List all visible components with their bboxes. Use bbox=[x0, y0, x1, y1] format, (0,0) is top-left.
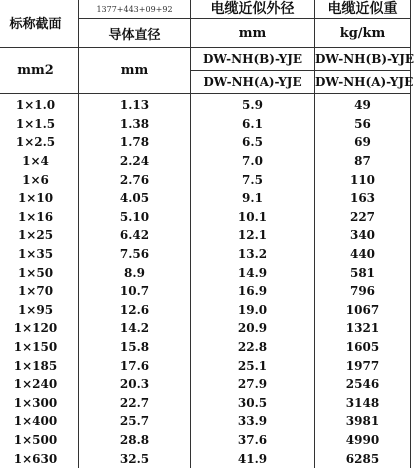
cell-outer-diameter: 41.9 bbox=[191, 449, 315, 468]
cell-outer-diameter: 9.1 bbox=[191, 189, 315, 208]
cell-size: 1×300 bbox=[0, 394, 79, 413]
cell-diameter: 22.7 bbox=[79, 394, 191, 413]
cell-size: 1×25 bbox=[0, 226, 79, 245]
cell-diameter: 15.8 bbox=[79, 338, 191, 357]
cell-size: 1×1.5 bbox=[0, 115, 79, 134]
cell-outer-diameter: 37.6 bbox=[191, 431, 315, 450]
cell-diameter: 8.9 bbox=[79, 263, 191, 282]
cell-weight: 581 bbox=[315, 263, 411, 282]
col4-models bbox=[315, 48, 414, 94]
col3-models bbox=[191, 48, 315, 94]
table-row bbox=[0, 375, 411, 394]
cell-outer-diameter: 6.5 bbox=[191, 133, 315, 152]
cell-diameter: 4.05 bbox=[79, 189, 191, 208]
cell-size: 1×1.0 bbox=[0, 94, 79, 115]
cell-diameter: 5.10 bbox=[79, 208, 191, 227]
cell-size: 1×10 bbox=[0, 189, 79, 208]
cell-size: 1×2.5 bbox=[0, 133, 79, 152]
cell-outer-diameter: 16.9 bbox=[191, 282, 315, 301]
cell-weight: 1321 bbox=[315, 319, 411, 338]
cell-outer-diameter: 30.5 bbox=[191, 394, 315, 413]
cell-outer-diameter: 33.9 bbox=[191, 412, 315, 431]
cell-diameter: 6.42 bbox=[79, 226, 191, 245]
table-row bbox=[0, 263, 411, 282]
cell-diameter: 25.7 bbox=[79, 412, 191, 431]
col1-unit: mm2 bbox=[0, 48, 79, 94]
cell-weight: 110 bbox=[315, 170, 411, 189]
cell-weight: 49 bbox=[315, 94, 411, 115]
cell-size: 1×70 bbox=[0, 282, 79, 301]
table-row bbox=[0, 319, 411, 338]
table-row bbox=[0, 189, 411, 208]
col2-unit: mm bbox=[79, 48, 191, 94]
table-body bbox=[0, 94, 411, 468]
cell-diameter: 17.6 bbox=[79, 356, 191, 375]
cell-size: 1×630 bbox=[0, 449, 79, 468]
cell-diameter: 1.13 bbox=[79, 94, 191, 115]
table-row bbox=[0, 356, 411, 375]
cell-weight: 4990 bbox=[315, 431, 411, 450]
cell-diameter: 14.2 bbox=[79, 319, 191, 338]
cell-weight: 440 bbox=[315, 245, 411, 264]
cell-size: 1×500 bbox=[0, 431, 79, 450]
col2-note-cell bbox=[79, 0, 191, 19]
cell-diameter: 12.6 bbox=[79, 301, 191, 320]
cell-outer-diameter: 5.9 bbox=[191, 94, 315, 115]
cell-outer-diameter: 25.1 bbox=[191, 356, 315, 375]
table-row bbox=[0, 412, 411, 431]
cell-size: 1×35 bbox=[0, 245, 79, 264]
table-row bbox=[0, 152, 411, 171]
col4-title: 电缆近似重 bbox=[315, 0, 411, 19]
cell-outer-diameter: 13.2 bbox=[191, 245, 315, 264]
cell-weight: 163 bbox=[315, 189, 411, 208]
cell-outer-diameter: 20.9 bbox=[191, 319, 315, 338]
cell-weight: 1067 bbox=[315, 301, 411, 320]
cell-diameter: 1.38 bbox=[79, 115, 191, 134]
cell-diameter: 1.78 bbox=[79, 133, 191, 152]
cell-weight: 1605 bbox=[315, 338, 411, 357]
cell-diameter: 28.8 bbox=[79, 431, 191, 450]
cell-outer-diameter: 19.0 bbox=[191, 301, 315, 320]
table-row bbox=[0, 301, 411, 320]
cell-size: 1×120 bbox=[0, 319, 79, 338]
table-row bbox=[0, 282, 411, 301]
table-row bbox=[0, 226, 411, 245]
cell-size: 1×400 bbox=[0, 412, 79, 431]
table-row bbox=[0, 394, 411, 413]
cell-weight: 227 bbox=[315, 208, 411, 227]
cell-size: 1×16 bbox=[0, 208, 79, 227]
col1-header bbox=[0, 0, 79, 48]
cell-diameter: 2.76 bbox=[79, 170, 191, 189]
col4-model-a: DW-NH(A)-YJE bbox=[315, 75, 414, 89]
cell-outer-diameter: 22.8 bbox=[191, 338, 315, 357]
cell-weight: 1977 bbox=[315, 356, 411, 375]
cell-weight: 87 bbox=[315, 152, 411, 171]
col1-title: 标称截面 bbox=[9, 17, 62, 32]
cell-diameter: 10.7 bbox=[79, 282, 191, 301]
cell-weight: 796 bbox=[315, 282, 411, 301]
cell-diameter: 32.5 bbox=[79, 449, 191, 468]
cell-weight: 3148 bbox=[315, 394, 411, 413]
cell-weight: 69 bbox=[315, 133, 411, 152]
col2-title: 导体直径 bbox=[79, 19, 191, 48]
table-row bbox=[0, 208, 411, 227]
col3-model-b: DW-NH(B)-YJE bbox=[191, 48, 314, 71]
cell-weight: 340 bbox=[315, 226, 411, 245]
cell-size: 1×185 bbox=[0, 356, 79, 375]
cell-size: 1×95 bbox=[0, 301, 79, 320]
cell-weight: 3981 bbox=[315, 412, 411, 431]
table-row bbox=[0, 133, 411, 152]
col3-unit: mm bbox=[191, 19, 315, 48]
col3-title: 电缆近似外径 bbox=[191, 0, 315, 19]
cell-weight: 2546 bbox=[315, 375, 411, 394]
col4-model-b: DW-NH(B)-YJE bbox=[315, 48, 410, 71]
table-row bbox=[0, 431, 411, 450]
cell-outer-diameter: 12.1 bbox=[191, 226, 315, 245]
col4-unit: kg/km bbox=[315, 19, 411, 48]
cell-diameter: 2.24 bbox=[79, 152, 191, 171]
col2-note: 1377+443+09+92 bbox=[96, 5, 173, 14]
table-row bbox=[0, 115, 411, 134]
cell-size: 1×240 bbox=[0, 375, 79, 394]
cell-outer-diameter: 7.5 bbox=[191, 170, 315, 189]
cell-outer-diameter: 7.0 bbox=[191, 152, 315, 171]
table-row bbox=[0, 245, 411, 264]
table-row bbox=[0, 449, 411, 468]
cell-weight: 56 bbox=[315, 115, 411, 134]
cell-weight: 6285 bbox=[315, 449, 411, 468]
cell-outer-diameter: 27.9 bbox=[191, 375, 315, 394]
table-row bbox=[0, 94, 411, 115]
table-row bbox=[0, 338, 411, 357]
cell-diameter: 20.3 bbox=[79, 375, 191, 394]
cell-outer-diameter: 10.1 bbox=[191, 208, 315, 227]
col3-model-a: DW-NH(A)-YJE bbox=[203, 75, 302, 89]
cell-diameter: 7.56 bbox=[79, 245, 191, 264]
cell-size: 1×6 bbox=[0, 170, 79, 189]
cell-outer-diameter: 6.1 bbox=[191, 115, 315, 134]
cell-size: 1×50 bbox=[0, 263, 79, 282]
table-row bbox=[0, 170, 411, 189]
cell-size: 1×150 bbox=[0, 338, 79, 357]
cell-size: 1×4 bbox=[0, 152, 79, 171]
cell-outer-diameter: 14.9 bbox=[191, 263, 315, 282]
